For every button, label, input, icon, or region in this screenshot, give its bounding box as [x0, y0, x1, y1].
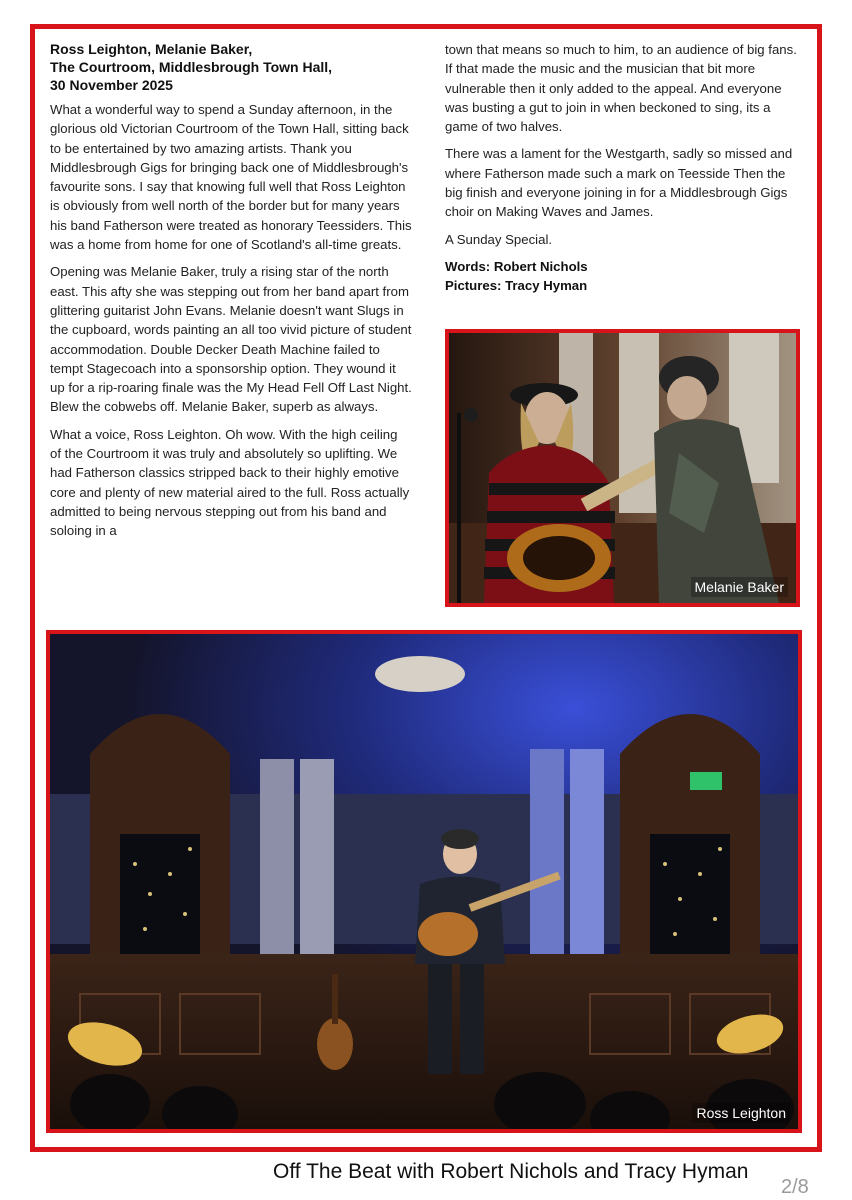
heading-line-date: 30 November 2025: [50, 77, 173, 93]
heading-line-artists: Ross Leighton, Melanie Baker,: [50, 41, 253, 57]
ross-leighton-photo-image: [50, 634, 798, 1129]
credit-pictures: Pictures: Tracy Hyman: [445, 278, 588, 294]
paragraph-intro: What a wonderful way to spend a Sunday afternoon, in the glorious old Victorian Courtroom of the Town Hall, sitting back to be entertained by two amazing artists. Thank you Middlesbrough Gigs for bringing back one of Middlesbrough's favourite sons. I say that knowing full well that Ross Leighton is obviously from well north of the border but for many years his band Fatherson were treated as honorary Teessiders. This was a home from home for one of Scotland's all-time greats.: [50, 102, 412, 253]
caption-ross-leighton: Ross Leighton: [692, 1103, 790, 1123]
heading-line-venue: The Courtroom, Middlesbrough Town Hall,: [50, 59, 333, 75]
photo-ross-leighton: [46, 630, 802, 1133]
article-left-column: [50, 40, 412, 549]
photo-melanie-baker: [445, 329, 800, 607]
article-heading: [50, 40, 412, 94]
paragraph-closing: A Sunday Special.: [445, 231, 553, 247]
credit-words: Words: Robert Nichols: [445, 258, 588, 274]
article-right-column: [445, 40, 800, 296]
melanie-baker-photo-image: [449, 333, 796, 603]
paragraph-opening-act: Opening was Melanie Baker, truly a rising star of the north east. This afty she was stepping out from her band apart from glittering guitarist John Evans. Melanie doesn't want Slugs in the cupboard, words painting an all too vivid picture of student accommodation. Double Decker Death Machine failed to tempt Stagecoach into a sponsorship option. They wound it up for a rip-roaring finale was the My Head Fell Off Last Night. Blew the cobwebs off. Melanie Baker, superb as always.: [50, 264, 412, 415]
paragraph-continued: town that means so much to him, to an audience of big fans. If that made the music and the musician that bit more vulnerable then it only added to the appeal. And everyone was busting a gut to join in when beckoned to sing, its a game of two halves.: [445, 42, 797, 135]
paragraph-lament: There was a lament for the Westgarth, sadly so missed and where Fatherson made such a mark on Teesside Then the big finish and everyone joining in for a Middlesbrough Gigs choir on Making Waves and James.: [445, 146, 793, 220]
page-number: 2/8: [781, 1176, 809, 1198]
footer-title: Off The Beat with Robert Nichols and Tracy Hyman: [273, 1160, 749, 1183]
caption-melanie-baker: Melanie Baker: [691, 577, 789, 597]
paragraph-headliner: What a voice, Ross Leighton. Oh wow. With the high ceiling of the Courtroom it was truly and absolutely so uplifting. We had Fatherson classics stripped back to their highly emotive core and plenty of new material aired to the full. Ross actually admitted to being nervous stepping out from his band and soloing in a: [50, 426, 410, 539]
